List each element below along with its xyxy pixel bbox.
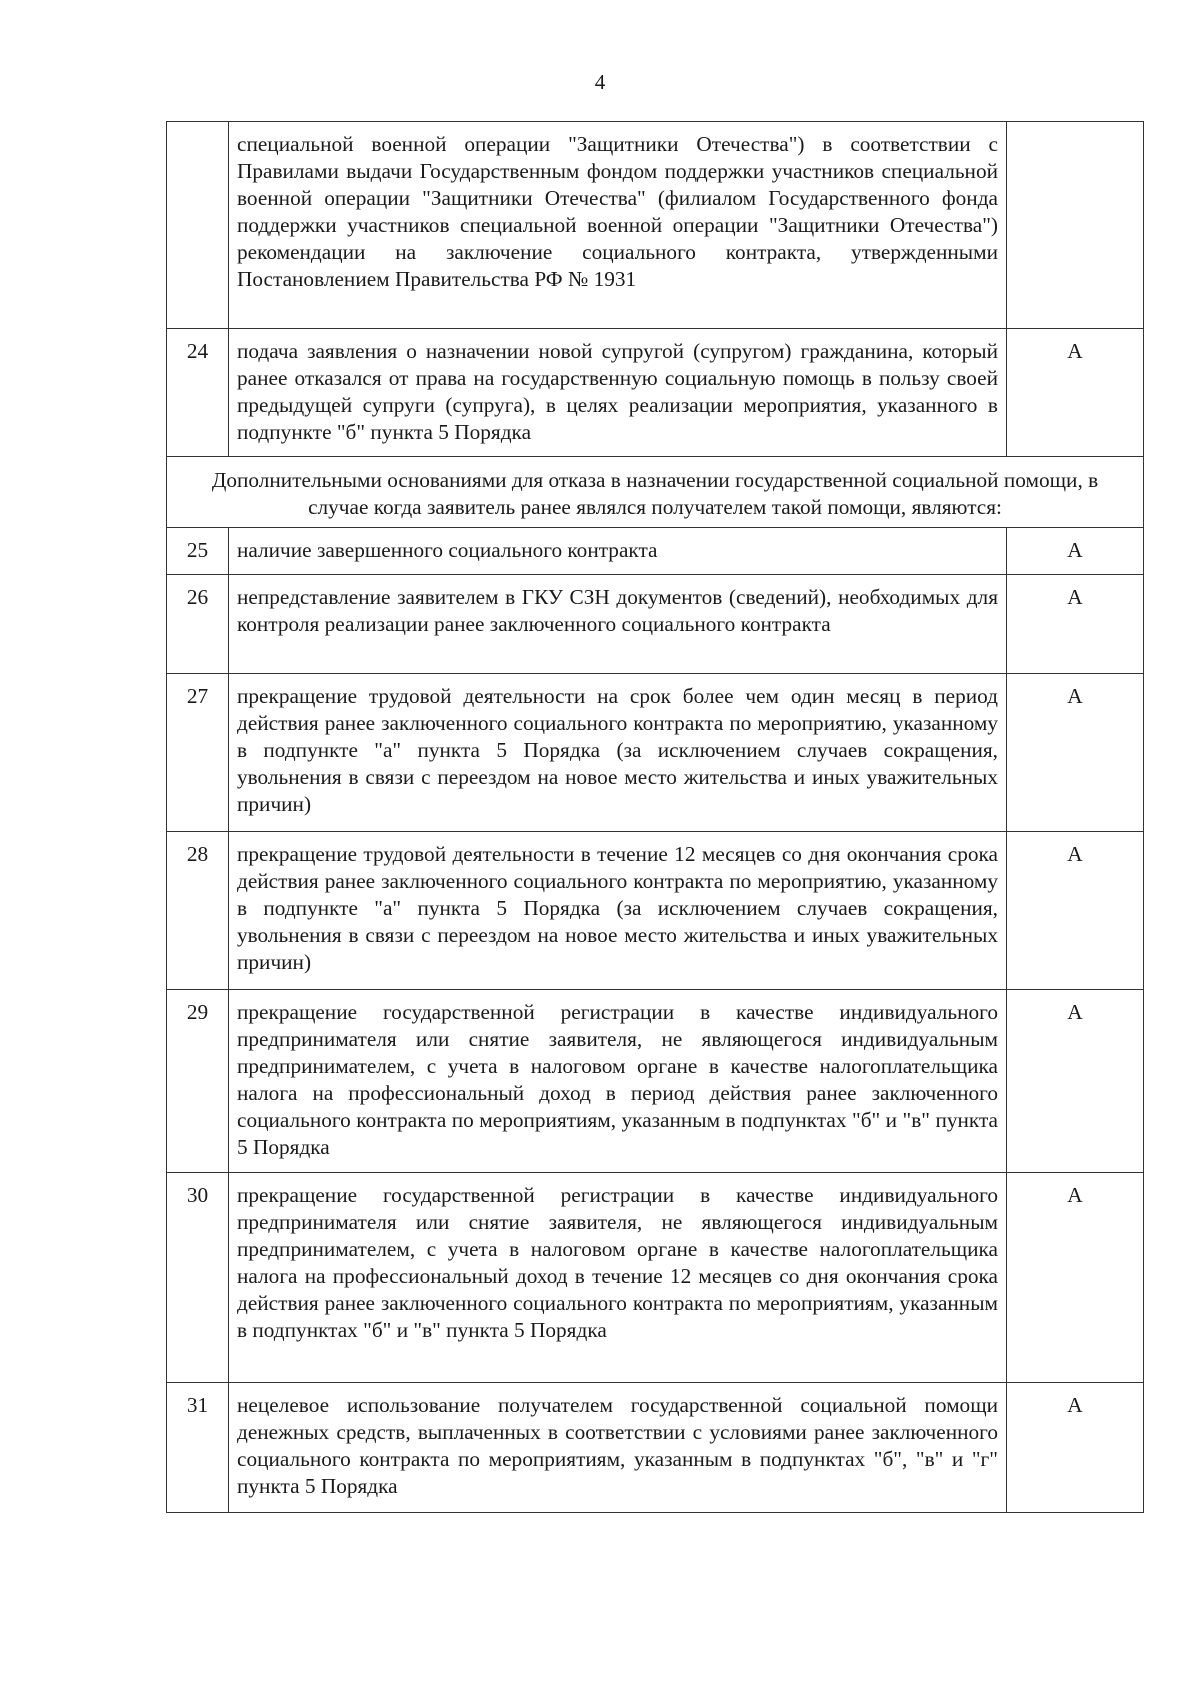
row-number: 30: [167, 1173, 229, 1383]
section-heading-row: [167, 457, 1144, 528]
row-code: А: [1007, 1173, 1144, 1383]
table-row: [167, 575, 1144, 674]
table-row: [167, 329, 1144, 457]
grounds-table: [166, 121, 1144, 1513]
row-text: прекращение трудовой деятельности на срок более чем один месяц в период действия ранее заключенного социального контракта по мероприятию, указанному в подпункте "а" пункта 5 Порядка (за исключением случаев сокращения, увольнения в связи с переездом на новое место жительства и иных уважительных причин): [229, 674, 1007, 832]
table-row: [167, 832, 1144, 990]
row-number-cell: [167, 122, 229, 329]
row-text: прекращение трудовой деятельности в течение 12 месяцев со дня окончания срока действия ранее заключенного социального контракта по мероприятию, указанному в подпункте "а" пункта 5 Порядка (за исключением случаев сокращения, увольнения в связи с переездом на новое место жительства и иных уважительных причин): [229, 832, 1007, 990]
row-code: А: [1007, 674, 1144, 832]
row-text: нецелевое использование получателем государственной социальной помощи денежных средств, выплаченных в соответствии с условиями ранее заключенного социального контракта по мероприятиям, указанным в подпунктах "б", "в" и "г" пункта 5 Порядка: [229, 1383, 1007, 1513]
row-code: А: [1007, 832, 1144, 990]
table-row: [167, 1173, 1144, 1383]
row-text: наличие завершенного социального контракта: [229, 528, 1007, 575]
table-row: [167, 674, 1144, 832]
row-number: 31: [167, 1383, 229, 1513]
row-number: 26: [167, 575, 229, 674]
table-row: [167, 528, 1144, 575]
row-number: 27: [167, 674, 229, 832]
row-code: А: [1007, 575, 1144, 674]
row-text-cell: специальной военной операции "Защитники Отечества") в соответствии с Правилами выдачи Государственным фондом поддержки участников специальной военной операции "Защитники Отечества" (филиалом Государственного фонда поддержки участников специальной военной операции "Защитники Отечества") рекомендации на заключение социального контракта, утвержденными Постановлением Правительства РФ № 1931: [229, 122, 1007, 329]
row-code: А: [1007, 329, 1144, 457]
row-text: прекращение государственной регистрации в качестве индивидуального предпринимателя или снятие заявителя, не являющегося индивидуальным предпринимателем, с учета в налоговом органе в качестве налогоплательщика налога на профессиональный доход в течение 12 месяцев со дня окончания срока действия ранее заключенного социального контракта по мероприятиям, указанным в подпунктах "б" и "в" пункта 5 Порядка: [229, 1173, 1007, 1383]
row-code-cell: [1007, 122, 1144, 329]
row-number: 25: [167, 528, 229, 575]
table-row: [167, 1383, 1144, 1513]
section-heading: Дополнительными основаниями для отказа в назначении государственной социальной помощи, в случае когда заявитель ранее являлся получателем такой помощи, являются:: [167, 457, 1144, 528]
row-number: 24: [167, 329, 229, 457]
row-code: А: [1007, 528, 1144, 575]
row-number: 29: [167, 990, 229, 1173]
row-text: непредставление заявителем в ГКУ СЗН документов (сведений), необходимых для контроля реализации ранее заключенного социального контракта: [229, 575, 1007, 674]
table-row: [167, 990, 1144, 1173]
table-row: [167, 122, 1144, 329]
row-code: А: [1007, 1383, 1144, 1513]
row-text: прекращение государственной регистрации в качестве индивидуального предпринимателя или снятие заявителя, не являющегося индивидуальным предпринимателем, с учета в налоговом органе в качестве налогоплательщика налога на профессиональный доход в период действия ранее заключенного социального контракта по мероприятиям, указанным в подпунктах "б" и "в" пункта 5 Порядка: [229, 990, 1007, 1173]
row-code: А: [1007, 990, 1144, 1173]
row-text: подача заявления о назначении новой супругой (супругом) гражданина, который ранее отказался от права на государственную социальную помощь в пользу своей предыдущей супруги (супруга), в целях реализации мероприятия, указанного в подпункте "б" пункта 5 Порядка: [229, 329, 1007, 457]
page-number: 4: [594, 70, 606, 94]
row-number: 28: [167, 832, 229, 990]
